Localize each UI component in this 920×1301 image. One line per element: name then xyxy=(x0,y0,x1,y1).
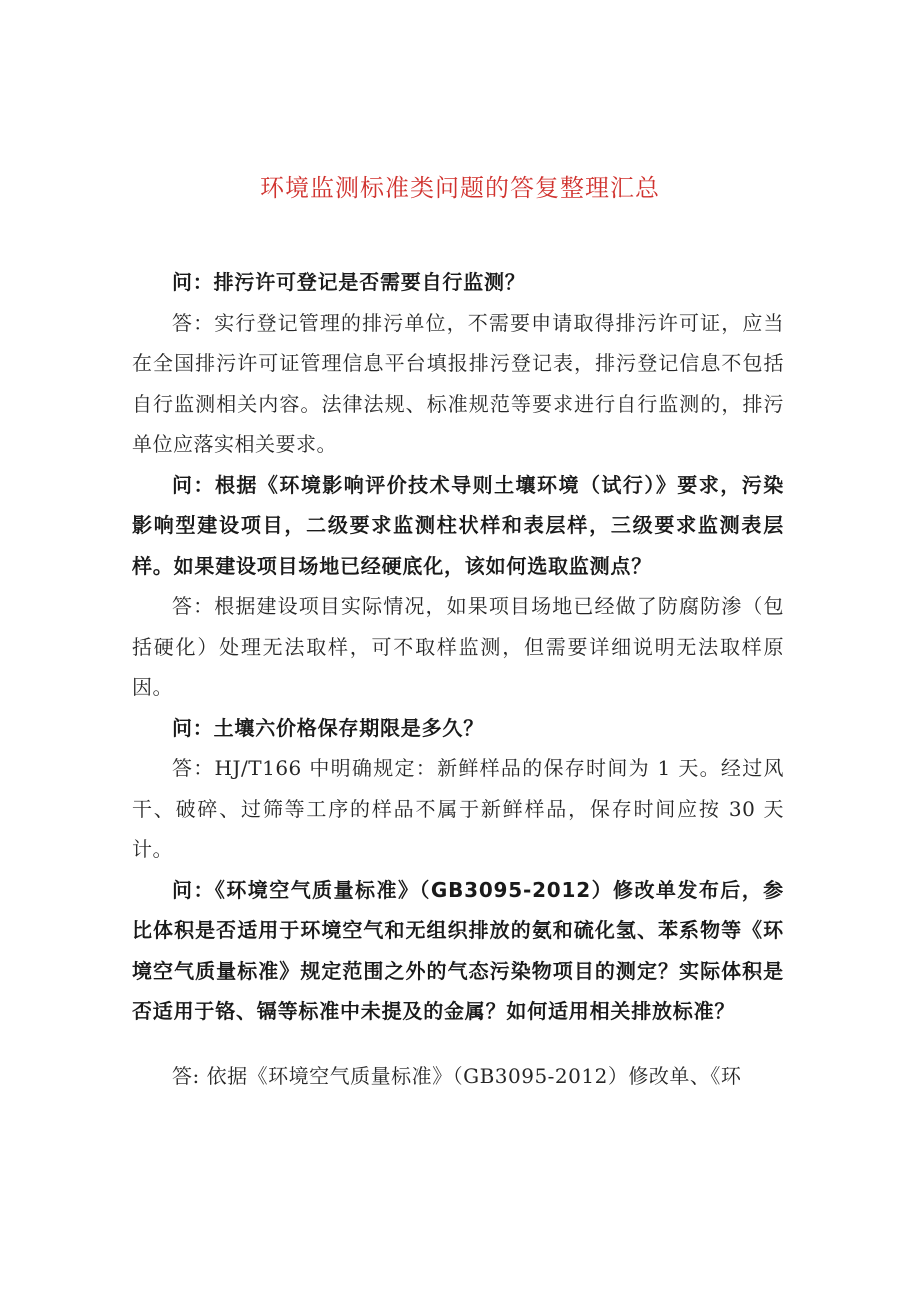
answer-2: 答：根据建设项目实际情况，如果项目场地已经做了防腐防渗（包括硬化）处理无法取样，可不取样监测，但需要详细说明无法取样原因。 xyxy=(132,594,784,699)
document-body xyxy=(132,262,784,1096)
question-3: 问：土壤六价格保存期限是多久？ xyxy=(172,715,484,740)
answer-3: 答：HJ/T166 中明确规定：新鲜样品的保存时间为 1 天。经过风干、破碎、过筛等工序的样品不属于新鲜样品，保存时间应按 30 天计。 xyxy=(132,756,784,861)
question-1: 问：排污许可登记是否需要自行监测？ xyxy=(172,270,526,294)
answer-1: 答：实行登记管理的排污单位，不需要申请取得排污许可证，应当在全国排污许可证管理信息平台填报排污登记表，排污登记信息不包括自行监测相关内容。法律法规、标准规范等要求进行自行监测的，排污单位应落实相关要求。 xyxy=(132,310,784,456)
document-title: 环境监测标准类问题的答复整理汇总 xyxy=(260,174,660,202)
question-2: 问：根据《环境影响评价技术导则土壤环境（试行）》要求，污染影响型建设项目，二级要求监测柱状样和表层样，三级要求监测表层样。如果建设项目场地已经硬底化，该如何选取监测点？ xyxy=(132,472,784,578)
answer-4: 答: 依据《环境空气质量标准》（GB3095-2012）修改单、《环 xyxy=(172,1063,742,1088)
question-4: 问：《环境空气质量标准》（GB3095-2012）修改单发布后，参比体积是否适用于环境空气和无组织排放的氨和硫化氢、苯系物等《环境空气质量标准》规定范围之外的气态污染物项目的测定？实际体积是否适用于铬、镉等标准中未提及的金属？如何适用相关排放标准？ xyxy=(132,877,784,1023)
